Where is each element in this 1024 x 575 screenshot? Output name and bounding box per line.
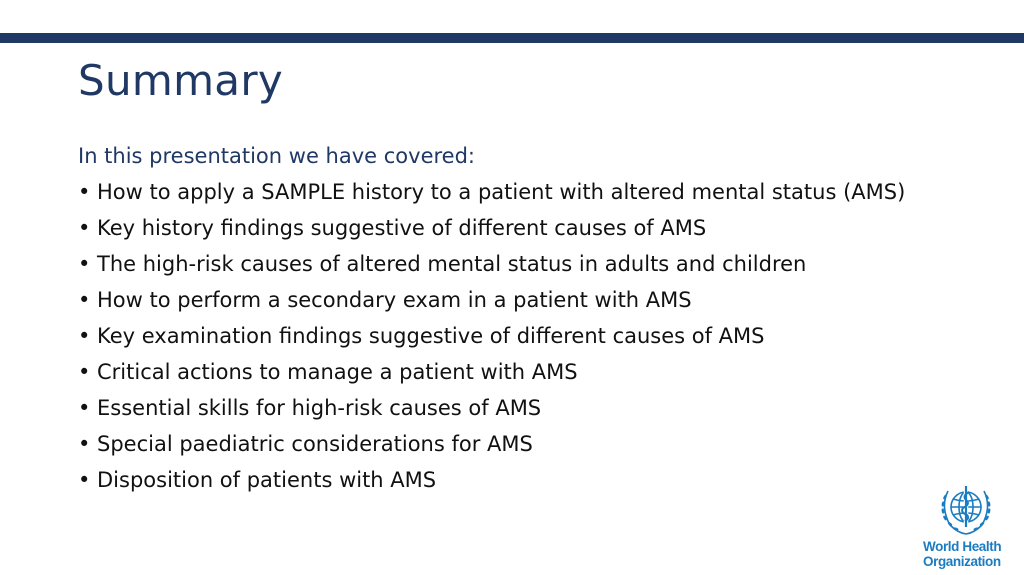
bullet-item — [78, 282, 905, 318]
who-wordmark — [923, 539, 1001, 569]
who-wordmark-line2: Organization — [923, 554, 1001, 569]
bullet-text: Key examination findings suggestive of different causes of AMS — [97, 324, 765, 348]
bullet-dot: • — [78, 216, 91, 240]
bullet-dot: • — [78, 360, 91, 384]
top-accent-bar — [0, 33, 1024, 43]
bullet-text: How to apply a SAMPLE history to a patient with altered mental status (AMS) — [97, 180, 906, 204]
bullet-dot: • — [78, 324, 91, 348]
intro-text: In this presentation we have covered: — [78, 144, 475, 168]
summary-bullet-list — [78, 174, 905, 498]
bullet-text: How to perform a secondary exam in a patient with AMS — [97, 288, 692, 312]
bullet-text: The high-risk causes of altered mental status in adults and children — [97, 252, 807, 276]
bullet-text: Key history findings suggestive of different causes of AMS — [97, 216, 707, 240]
bullet-item — [78, 462, 905, 498]
who-logo — [918, 483, 1016, 573]
who-wordmark-line1: World Health — [923, 539, 1002, 554]
who-emblem-icon — [936, 483, 996, 539]
bullet-item — [78, 354, 905, 390]
bullet-text: Essential skills for high-risk causes of AMS — [97, 396, 542, 420]
bullet-item — [78, 426, 905, 462]
bullet-item — [78, 390, 905, 426]
bullet-dot: • — [78, 288, 91, 312]
bullet-dot: • — [78, 180, 91, 204]
bullet-dot: • — [78, 252, 91, 276]
bullet-dot: • — [78, 432, 91, 456]
bullet-text: Disposition of patients with AMS — [97, 468, 437, 492]
bullet-text: Special paediatric considerations for AMS — [97, 432, 533, 456]
bullet-item — [78, 318, 905, 354]
bullet-dot: • — [78, 468, 91, 492]
bullet-text: Critical actions to manage a patient with AMS — [97, 360, 578, 384]
bullet-item — [78, 246, 905, 282]
slide-title: Summary — [78, 56, 284, 105]
bullet-dot: • — [78, 396, 91, 420]
bullet-item — [78, 174, 905, 210]
bullet-item — [78, 210, 905, 246]
